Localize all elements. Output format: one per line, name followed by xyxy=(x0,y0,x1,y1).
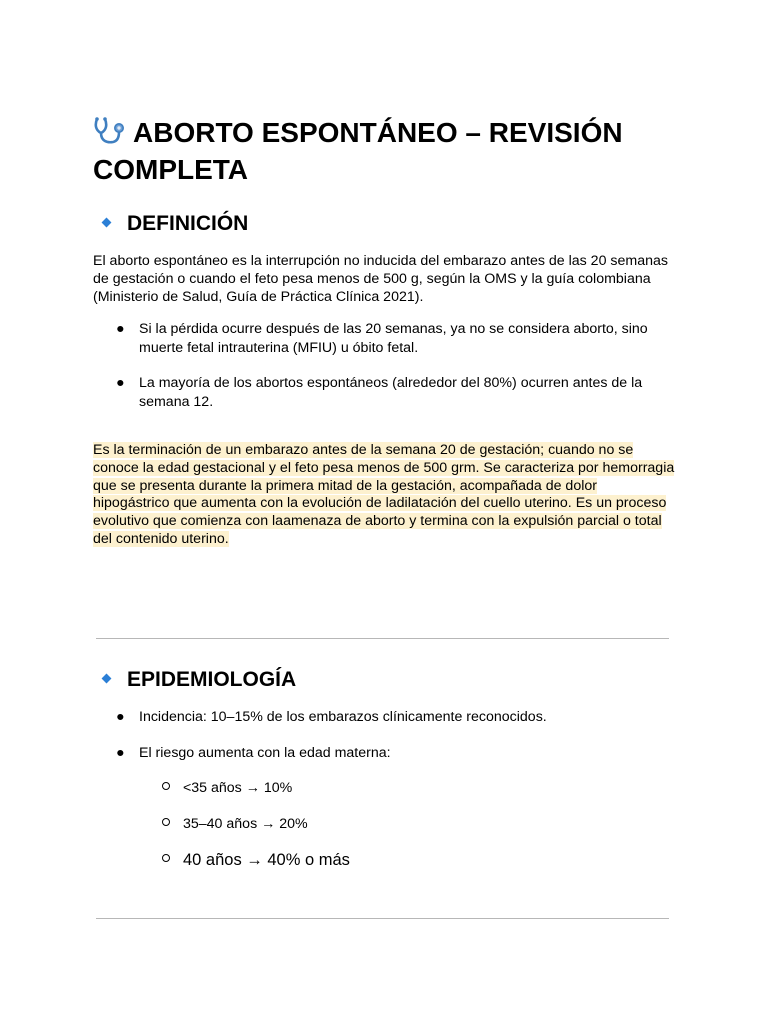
sub-list-item-text: 40 años → 40% o más xyxy=(183,851,350,869)
bullet-icon: ● xyxy=(116,375,125,391)
page-title xyxy=(93,114,693,188)
definition-paragraph: El aborto espontáneo es la interrupción no inducida del embarazo antes de las 20 semanas de gestación o cuando el feto pesa menos de 500 g, según la OMS y la guía colombiana (Ministerio de Salud, Guía de Práctica Clínica 2021). xyxy=(93,253,668,305)
list-item xyxy=(116,708,676,727)
list-item-text: Si la pérdida ocurre después de las 20 semanas, ya no se considera aborto, sino muerte fetal intrauterina (MFIU) u óbito fetal. xyxy=(139,321,648,356)
list-item-text: Incidencia: 10–15% de los embarazos clínicamente reconocidos. xyxy=(139,709,547,725)
page-title-text: ABORTO ESPONTÁNEO – REVISIÓN COMPLETA xyxy=(93,117,623,185)
sub-list-item-text: <35 años → 10% xyxy=(183,780,293,796)
highlighted-paragraph xyxy=(93,442,676,549)
section-heading-text: EPIDEMIOLOGÍA xyxy=(127,668,297,691)
small-blue-diamond-icon xyxy=(102,218,112,228)
list-item-text: El riesgo aumenta con la edad materna: xyxy=(139,745,391,761)
hollow-bullet-icon xyxy=(162,818,170,826)
sub-list-item xyxy=(162,815,308,833)
list-item xyxy=(116,744,676,763)
bullet-icon: ● xyxy=(116,321,125,337)
list-item-text: La mayoría de los abortos espontáneos (alrededor del 80%) ocurren antes de la semana 12. xyxy=(139,375,643,410)
section-heading-definicion xyxy=(100,211,248,237)
highlighted-text: Es la terminación de un embarazo antes de la semana 20 de gestación; cuando no se conoce la edad gestacional y el feto pesa menos de 500 grm. Se caracteriza por hemorragia que se presenta durante la primera mitad de la gestación, acompañada de dolor hipogástrico que aumenta con la evolución de ladilatación del cuello uterino. Es un proceso evolutivo que comienza con laamenaza de aborto y termina con la expulsión parcial o total del contenido uterino. xyxy=(93,442,675,547)
sub-list-item-text: 35–40 años → 20% xyxy=(183,816,308,832)
section-divider xyxy=(96,918,669,919)
stethoscope-icon xyxy=(93,116,127,146)
hollow-bullet-icon xyxy=(162,854,170,862)
bullet-icon: ● xyxy=(116,709,125,725)
hollow-bullet-icon xyxy=(162,782,170,790)
sub-list-item xyxy=(162,850,350,870)
section-heading-epidemiologia xyxy=(100,667,296,693)
small-blue-diamond-icon xyxy=(102,674,112,684)
bullet-icon: ● xyxy=(116,745,125,761)
section-heading-text: DEFINICIÓN xyxy=(127,212,249,235)
list-item xyxy=(116,320,676,357)
section-divider xyxy=(96,638,669,639)
list-item xyxy=(116,374,676,411)
sub-list-item xyxy=(162,779,292,797)
